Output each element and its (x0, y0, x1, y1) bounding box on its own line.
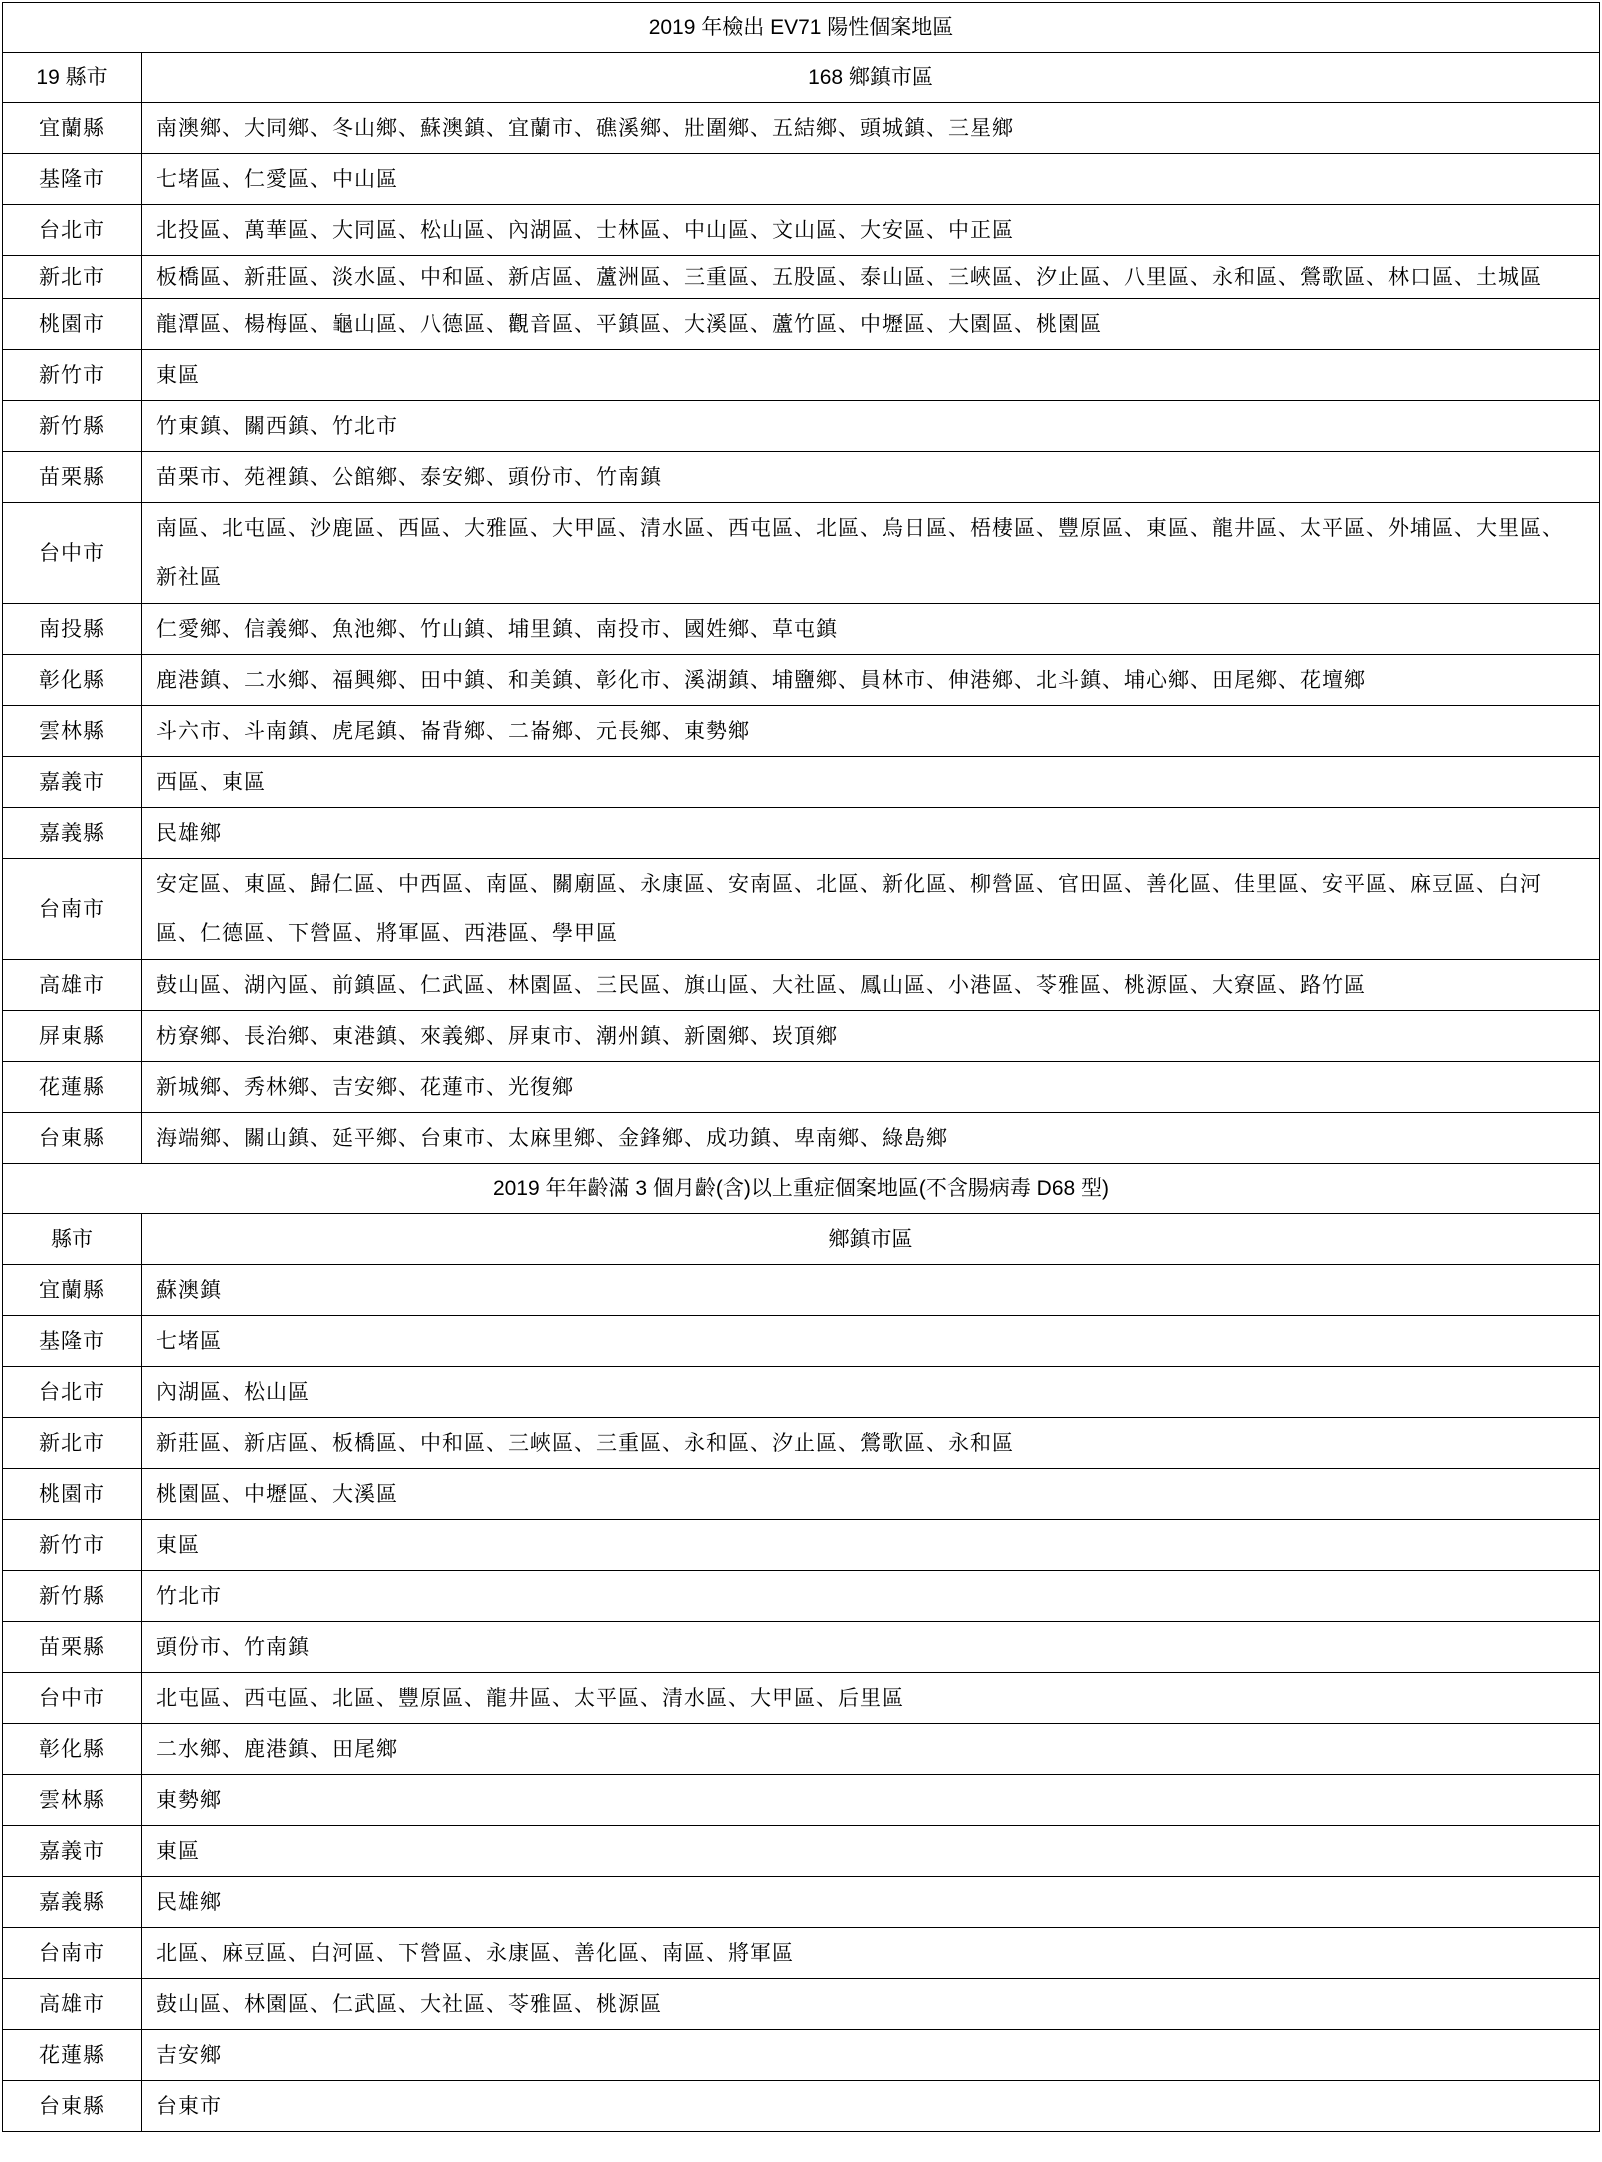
towns-cell: 新城鄉、秀林鄉、吉安鄉、花蓮市、光復鄉 (142, 1062, 1600, 1113)
table-row (3, 503, 1600, 604)
city-cell: 高雄市 (3, 960, 142, 1011)
city-cell: 嘉義市 (3, 757, 142, 808)
towns-cell: 苗栗市、苑裡鎮、公館鄉、泰安鄉、頭份市、竹南鎮 (142, 452, 1600, 503)
section2-header-row (3, 1214, 1600, 1265)
city-cell: 嘉義市 (3, 1826, 142, 1877)
table-row (3, 1673, 1600, 1724)
city-cell: 台南市 (3, 859, 142, 960)
city-cell: 台東縣 (3, 1113, 142, 1164)
city-cell: 台中市 (3, 1673, 142, 1724)
table-row (3, 154, 1600, 205)
table-row (3, 1316, 1600, 1367)
towns-cell: 鼓山區、林園區、仁武區、大社區、苓雅區、桃源區 (142, 1979, 1600, 2030)
towns-cell: 斗六市、斗南鎮、虎尾鎮、崙背鄉、二崙鄉、元長鄉、東勢鄉 (142, 706, 1600, 757)
city-cell: 桃園市 (3, 1469, 142, 1520)
towns-cell: 二水鄉、鹿港鎮、田尾鄉 (142, 1724, 1600, 1775)
towns-cell: 竹北市 (142, 1571, 1600, 1622)
city-cell: 台南市 (3, 1928, 142, 1979)
table-row (3, 757, 1600, 808)
table-row (3, 103, 1600, 154)
towns-cell: 東區 (142, 1826, 1600, 1877)
table-row (3, 1011, 1600, 1062)
section1-header-row (3, 53, 1600, 103)
table-row (3, 1622, 1600, 1673)
towns-cell: 板橋區、新莊區、淡水區、中和區、新店區、蘆洲區、三重區、五股區、泰山區、三峽區、汐止區、八里區、永和區、鶯歌區、林口區、土城區 (142, 256, 1600, 299)
table-row (3, 205, 1600, 256)
city-cell: 嘉義縣 (3, 1877, 142, 1928)
city-cell: 嘉義縣 (3, 808, 142, 859)
towns-cell: 七堵區、仁愛區、中山區 (142, 154, 1600, 205)
table-row (3, 1062, 1600, 1113)
table-row (3, 604, 1600, 655)
table-row (3, 1775, 1600, 1826)
table-row (3, 1520, 1600, 1571)
section1-header-towns: 168 鄉鎮市區 (142, 53, 1600, 103)
towns-cell: 民雄鄉 (142, 808, 1600, 859)
table-row (3, 256, 1600, 299)
table-row (3, 1877, 1600, 1928)
section1-header-city: 19 縣市 (3, 53, 142, 103)
towns-cell: 西區、東區 (142, 757, 1600, 808)
table-row (3, 808, 1600, 859)
towns-cell: 北屯區、西屯區、北區、豐原區、龍井區、太平區、清水區、大甲區、后里區 (142, 1673, 1600, 1724)
table-body (3, 3, 1600, 2132)
table-row (3, 1113, 1600, 1164)
city-cell: 新竹市 (3, 1520, 142, 1571)
towns-cell: 新莊區、新店區、板橋區、中和區、三峽區、三重區、永和區、汐止區、鶯歌區、永和區 (142, 1418, 1600, 1469)
table-row (3, 1367, 1600, 1418)
city-cell: 宜蘭縣 (3, 1265, 142, 1316)
towns-cell: 北投區、萬華區、大同區、松山區、內湖區、士林區、中山區、文山區、大安區、中正區 (142, 205, 1600, 256)
city-cell: 新竹市 (3, 350, 142, 401)
towns-cell: 竹東鎮、關西鎮、竹北市 (142, 401, 1600, 452)
city-cell: 屏東縣 (3, 1011, 142, 1062)
table-row (3, 960, 1600, 1011)
towns-cell: 鹿港鎮、二水鄉、福興鄉、田中鎮、和美鎮、彰化市、溪湖鎮、埔鹽鄉、員林市、伸港鄉、北斗鎮、埔心鄉、田尾鄉、花壇鄉 (142, 655, 1600, 706)
city-cell: 苗栗縣 (3, 452, 142, 503)
table-row (3, 1571, 1600, 1622)
table-row (3, 1265, 1600, 1316)
towns-cell: 內湖區、松山區 (142, 1367, 1600, 1418)
city-cell: 花蓮縣 (3, 1062, 142, 1113)
towns-cell: 東區 (142, 1520, 1600, 1571)
city-cell: 高雄市 (3, 1979, 142, 2030)
section2-title-row (3, 1164, 1600, 1214)
city-cell: 台北市 (3, 1367, 142, 1418)
table-row (3, 1724, 1600, 1775)
table-row (3, 706, 1600, 757)
towns-cell: 東勢鄉 (142, 1775, 1600, 1826)
towns-cell: 蘇澳鎮 (142, 1265, 1600, 1316)
city-cell: 雲林縣 (3, 1775, 142, 1826)
city-cell: 雲林縣 (3, 706, 142, 757)
ev71-area-table (2, 2, 1600, 2132)
table-row (3, 2081, 1600, 2132)
towns-cell: 枋寮鄉、長治鄉、東港鎮、來義鄉、屏東市、潮州鎮、新園鄉、崁頂鄉 (142, 1011, 1600, 1062)
section1-title: 2019 年檢出 EV71 陽性個案地區 (3, 3, 1600, 53)
city-cell: 宜蘭縣 (3, 103, 142, 154)
city-cell: 新北市 (3, 1418, 142, 1469)
table-row (3, 1979, 1600, 2030)
section2-header-city: 縣市 (3, 1214, 142, 1265)
city-cell: 新北市 (3, 256, 142, 299)
city-cell: 基隆市 (3, 1316, 142, 1367)
table-row (3, 350, 1600, 401)
city-cell: 彰化縣 (3, 655, 142, 706)
table-row (3, 1418, 1600, 1469)
section2-title: 2019 年年齡滿 3 個月齡(含)以上重症個案地區(不含腸病毒 D68 型) (3, 1164, 1600, 1214)
city-cell: 台中市 (3, 503, 142, 604)
table-row (3, 859, 1600, 960)
city-cell: 台東縣 (3, 2081, 142, 2132)
towns-cell: 海端鄉、關山鎮、延平鄉、台東市、太麻里鄉、金鋒鄉、成功鎮、卑南鄉、綠島鄉 (142, 1113, 1600, 1164)
section1-title-row (3, 3, 1600, 53)
towns-cell: 台東市 (142, 2081, 1600, 2132)
towns-cell: 七堵區 (142, 1316, 1600, 1367)
city-cell: 台北市 (3, 205, 142, 256)
city-cell: 新竹縣 (3, 1571, 142, 1622)
towns-cell: 南區、北屯區、沙鹿區、西區、大雅區、大甲區、清水區、西屯區、北區、烏日區、梧棲區、豐原區、東區、龍井區、太平區、外埔區、大里區、新社區 (142, 503, 1600, 604)
towns-cell: 東區 (142, 350, 1600, 401)
city-cell: 花蓮縣 (3, 2030, 142, 2081)
city-cell: 新竹縣 (3, 401, 142, 452)
table-row (3, 2030, 1600, 2081)
city-cell: 桃園市 (3, 299, 142, 350)
towns-cell: 民雄鄉 (142, 1877, 1600, 1928)
towns-cell: 仁愛鄉、信義鄉、魚池鄉、竹山鎮、埔里鎮、南投市、國姓鄉、草屯鎮 (142, 604, 1600, 655)
towns-cell: 南澳鄉、大同鄉、冬山鄉、蘇澳鎮、宜蘭市、礁溪鄉、壯圍鄉、五結鄉、頭城鎮、三星鄉 (142, 103, 1600, 154)
table-row (3, 1928, 1600, 1979)
table-row (3, 1469, 1600, 1520)
towns-cell: 頭份市、竹南鎮 (142, 1622, 1600, 1673)
towns-cell: 北區、麻豆區、白河區、下營區、永康區、善化區、南區、將軍區 (142, 1928, 1600, 1979)
table-row (3, 299, 1600, 350)
city-cell: 基隆市 (3, 154, 142, 205)
table-row (3, 655, 1600, 706)
towns-cell: 龍潭區、楊梅區、龜山區、八德區、觀音區、平鎮區、大溪區、蘆竹區、中壢區、大園區、桃園區 (142, 299, 1600, 350)
table-row (3, 401, 1600, 452)
city-cell: 南投縣 (3, 604, 142, 655)
city-cell: 苗栗縣 (3, 1622, 142, 1673)
table-row (3, 452, 1600, 503)
table-row (3, 1826, 1600, 1877)
towns-cell: 桃園區、中壢區、大溪區 (142, 1469, 1600, 1520)
towns-cell: 鼓山區、湖內區、前鎮區、仁武區、林園區、三民區、旗山區、大社區、鳳山區、小港區、苓雅區、桃源區、大寮區、路竹區 (142, 960, 1600, 1011)
section2-header-towns: 鄉鎮市區 (142, 1214, 1600, 1265)
towns-cell: 安定區、東區、歸仁區、中西區、南區、關廟區、永康區、安南區、北區、新化區、柳營區、官田區、善化區、佳里區、安平區、麻豆區、白河區、仁德區、下營區、將軍區、西港區、學甲區 (142, 859, 1600, 960)
city-cell: 彰化縣 (3, 1724, 142, 1775)
towns-cell: 吉安鄉 (142, 2030, 1600, 2081)
